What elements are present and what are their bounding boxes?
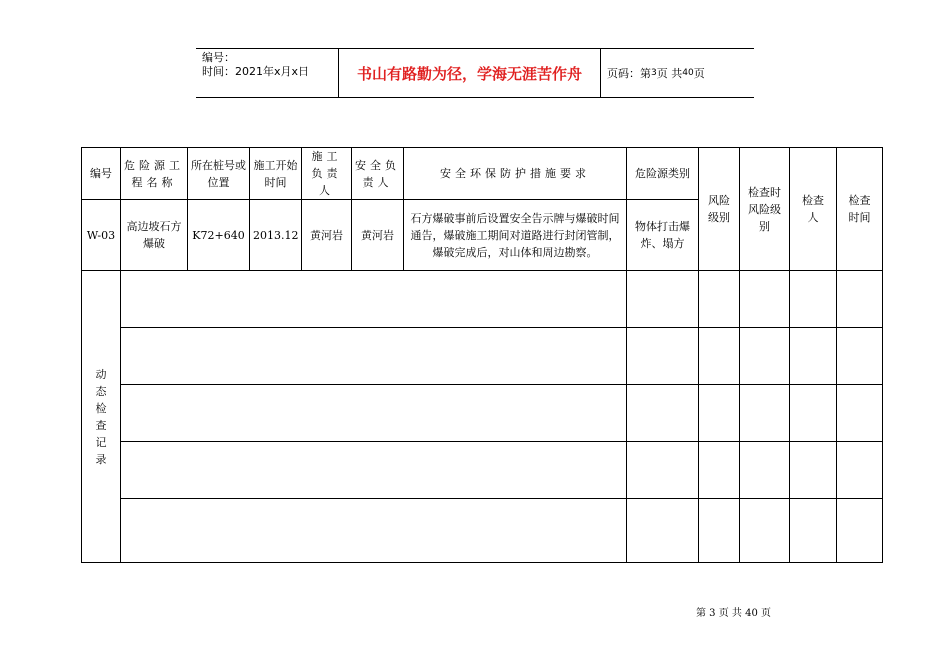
row-location: K72+640 bbox=[188, 200, 250, 271]
dynamic-cell bbox=[790, 271, 837, 328]
page-footer: 第 3 页 共 40 页 bbox=[696, 608, 771, 619]
dynamic-cell bbox=[790, 385, 837, 442]
dynamic-cell bbox=[627, 328, 699, 385]
page-number: 3 bbox=[651, 68, 657, 78]
header-meta bbox=[196, 49, 339, 97]
row-construction-lead: 黄河岩 bbox=[302, 200, 352, 271]
header-row bbox=[82, 148, 883, 200]
dynamic-row bbox=[82, 442, 883, 499]
dynamic-cell bbox=[627, 385, 699, 442]
motto: 书山有路勤为径，学海无涯苦作舟 bbox=[339, 49, 601, 97]
dynamic-cell bbox=[837, 385, 883, 442]
page-mid: 页 共 bbox=[656, 67, 683, 80]
dynamic-cell bbox=[121, 442, 627, 499]
page-total: 40 bbox=[682, 68, 694, 78]
dynamic-cell bbox=[121, 499, 627, 563]
col-inspector-header: 检查人 bbox=[790, 148, 837, 271]
col-check-time-header: 检查时间 bbox=[837, 148, 883, 271]
dynamic-check-label: 动态检查记录 bbox=[82, 271, 121, 563]
dynamic-cell bbox=[699, 499, 740, 563]
row-safety-lead: 黄河岩 bbox=[352, 200, 404, 271]
col-construction-lead-header: 施工负责人 bbox=[302, 148, 352, 200]
col-safety-lead-header: 安全负责人 bbox=[352, 148, 404, 200]
row-requirements: 石方爆破事前后设置安全告示牌与爆破时间通告，爆破施工期间对道路进行封闭管制，爆破完成后，对山体和周边勘察。 bbox=[404, 200, 627, 271]
dynamic-cell bbox=[121, 385, 627, 442]
dynamic-cell bbox=[790, 442, 837, 499]
dynamic-cell bbox=[837, 328, 883, 385]
dynamic-row bbox=[82, 328, 883, 385]
col-requirements-header: 安全环保防护措施要求 bbox=[404, 148, 627, 200]
dynamic-cell bbox=[699, 328, 740, 385]
dynamic-cell bbox=[699, 442, 740, 499]
dynamic-cell bbox=[790, 328, 837, 385]
dynamic-cell bbox=[699, 385, 740, 442]
dynamic-row bbox=[82, 385, 883, 442]
dynamic-cell bbox=[627, 499, 699, 563]
page-suffix: 页 bbox=[693, 67, 705, 80]
dynamic-cell bbox=[790, 499, 837, 563]
row-project: 高边坡石方爆破 bbox=[121, 200, 188, 271]
dynamic-cell bbox=[837, 271, 883, 328]
row-start: 2013.12 bbox=[250, 200, 302, 271]
dynamic-cell bbox=[740, 442, 790, 499]
page-prefix: 页码：第 bbox=[607, 67, 651, 80]
dynamic-cell bbox=[627, 271, 699, 328]
col-location-header: 所在桩号或位置 bbox=[188, 148, 250, 200]
row-category: 物体打击爆炸、塌方 bbox=[627, 200, 699, 271]
col-category-header: 危险源类别 bbox=[627, 148, 699, 200]
col-check-risk-level-header: 检查时风险级别 bbox=[740, 148, 790, 271]
col-id-header: 编号 bbox=[82, 148, 121, 200]
col-project-header: 危险源工程名称 bbox=[121, 148, 188, 200]
dynamic-cell bbox=[740, 385, 790, 442]
dynamic-row bbox=[82, 271, 883, 328]
row-id: W-03 bbox=[82, 200, 121, 271]
dynamic-cell bbox=[740, 499, 790, 563]
dynamic-row bbox=[82, 499, 883, 563]
dynamic-cell bbox=[837, 442, 883, 499]
col-start-header: 施工开始时间 bbox=[250, 148, 302, 200]
dynamic-cell bbox=[627, 442, 699, 499]
dynamic-cell bbox=[740, 328, 790, 385]
dynamic-cell bbox=[121, 328, 627, 385]
dynamic-cell bbox=[740, 271, 790, 328]
document-header bbox=[196, 48, 754, 98]
dynamic-cell bbox=[837, 499, 883, 563]
hazard-table bbox=[81, 147, 883, 563]
time-label: 时间：2021年x月x日 bbox=[202, 65, 310, 78]
col-risk-level-header: 风险级别 bbox=[699, 148, 740, 271]
dynamic-cell bbox=[699, 271, 740, 328]
page-indicator bbox=[601, 49, 754, 97]
serial-label: 编号： bbox=[202, 51, 235, 64]
dynamic-cell bbox=[121, 271, 627, 328]
